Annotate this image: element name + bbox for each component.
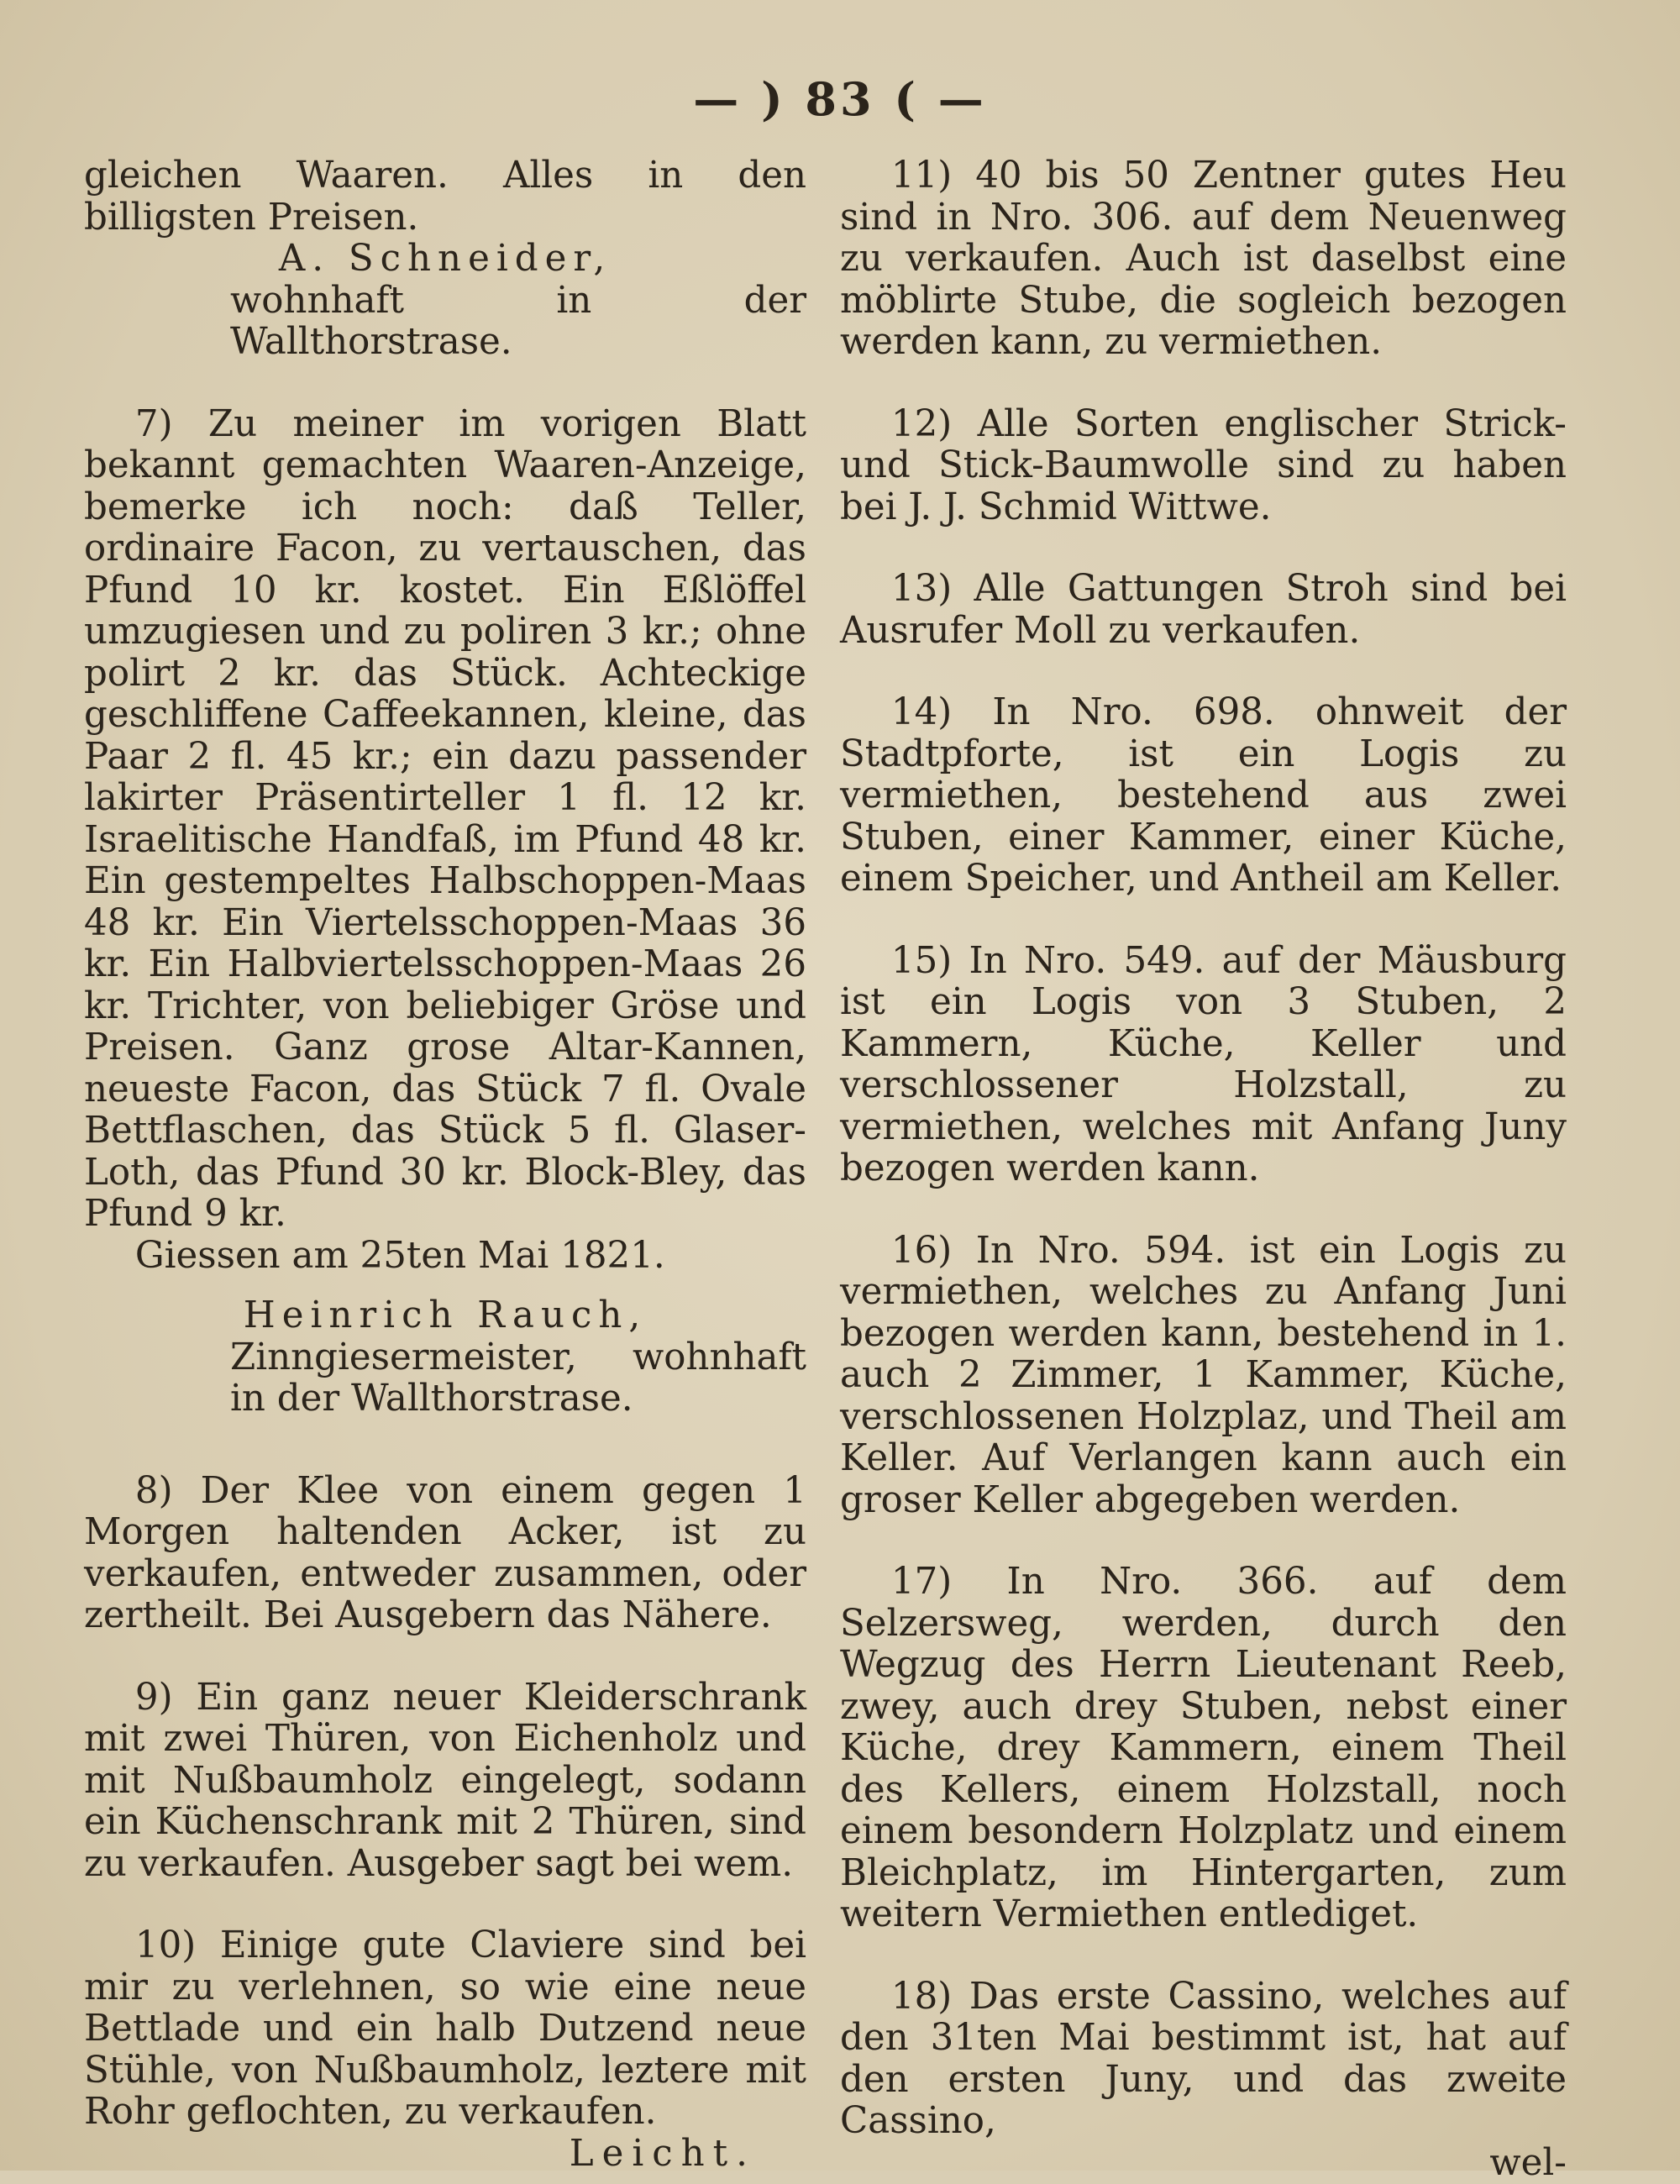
notice-11: 11) 40 bis 50 Zentner gutes Heu sind in Nro. 306. auf dem Neuenweg zu verkaufen. Auch ist daselbst eine möblirte Stube, die sogleich bezogen werden kann, zu vermiethen.	[840, 155, 1567, 364]
page-header: — ) 83 ( —	[0, 72, 1680, 126]
signature-name: Heinrich Rauch,	[84, 1295, 806, 1337]
notice-16: 16) In Nro. 594. ist ein Logis zu vermiethen, welches zu Anfang Juni bezogen werden kann, bestehend in 1. auch 2 Zimmer, 1 Kammer, Küche, verschlossenen Holzplaz, und Theil am Keller. Auf Verlangen kann auch ein groser Keller abgegeben werden.	[840, 1231, 1567, 1522]
notice-7-date: Giessen am 25ten Mai 1821.	[84, 1236, 806, 1278]
notice-17: 17) In Nro. 366. auf dem Selzersweg, werden, durch den Wegzug des Herrn Lieutenant Reeb, zwey, auch drey Stuben, nebst einer Küche, drey Kammern, einem Theil des Kellers, einem Holzstall, noch einem besondern Holzplatz und einem Bleichplatz, im Hintergarten, zum weitern Vermiethen entlediget.	[840, 1562, 1567, 1936]
notice-7: 7) Zu meiner im vorigen Blatt bekannt gemachten Waaren-Anzeige, bemerke ich noch: daß Teller, ordinaire Facon, zu vertauschen, das Pfund 10 kr. kostet. Ein Eßlöffel umzugiesen und zu poliren 3 kr.; ohne polirt 2 kr. das Stück. Achteckige geschliffene Caffeekannen, kleine, das Paar 2 fl. 45 kr.; ein dazu passender lakirter Präsentirteller 1 fl. 12 kr. Israelitische Handfaß, im Pfund 48 kr. Ein gestempeltes Halbschoppen-Maas 48 kr. Ein Viertelsschoppen-Maas 36 kr. Ein Halbviertelsschoppen-Maas 26 kr. Trichter, von beliebiger Gröse und Preisen. Ganz grose Altar-Kannen, neueste Facon, das Stück 7 fl. Ovale Bettflaschen, das Stück 5 fl. Glaser-Loth, das Pfund 30 kr. Block-Bley, das Pfund 9 kr.	[84, 404, 806, 1236]
notice-14: 14) In Nro. 698. ohnweit der Stadtpforte, ist ein Logis zu vermiethen, bestehend aus zwei Stuben, einer Kammer, einer Küche, einem Speicher, und Antheil am Keller.	[840, 692, 1567, 900]
notice-18: 18) Das erste Cassino, welches auf den 31ten Mai bestimmt ist, hat auf den ersten Juny, und das zweite Cassino,	[840, 1977, 1567, 2143]
notice-13: 13) Alle Gattungen Stroh sind bei Ausrufer Moll zu verkaufen.	[840, 569, 1567, 652]
notice-12: 12) Alle Sorten englischer Strick- und Stick-Baumwolle sind zu haben bei J. J. Schmid Wittwe.	[840, 404, 1567, 529]
catchword: wel-	[840, 2143, 1567, 2184]
notice-15: 15) In Nro. 549. auf der Mäusburg ist ein Logis von 3 Stuben, 2 Kammern, Küche, Keller und verschlossener Holzstall, zu vermiethen, welches mit Anfang Juny bezogen werden kann.	[840, 941, 1567, 1190]
signature-name: Leicht.	[84, 2134, 756, 2176]
right-column	[840, 155, 1567, 2184]
notice-9: 9) Ein ganz neuer Kleiderschrank mit zwei Thüren, von Eichenholz und mit Nußbaumholz eingelegt, sodann ein Küchenschrank mit 2 Thüren, sind zu verkaufen. Ausgeber sagt bei wem.	[84, 1677, 806, 1886]
continuation-paragraph: gleichen Waaren. Alles in den billigsten Preisen.	[84, 155, 806, 239]
signature-name: A. Schneider,	[84, 239, 806, 281]
notice-10: 10) Einige gute Claviere sind bei mir zu verlehnen, so wie eine neue Bettlade und ein halb Dutzend neue Stühle, von Nußbaumholz, leztere mit Rohr geflochten, zu verkaufen.	[84, 1925, 806, 2134]
signature-address: wohnhaft in der Wallthorstrase.	[230, 281, 806, 364]
left-column	[84, 155, 806, 2175]
signature-address: Zinngiesermeister, wohnhaft in der Wallthorstrase.	[230, 1337, 806, 1420]
notice-8: 8) Der Klee von einem gegen 1 Morgen haltenden Acker, ist zu verkaufen, entweder zusammen, oder zertheilt. Bei Ausgebern das Nähere.	[84, 1471, 806, 1637]
